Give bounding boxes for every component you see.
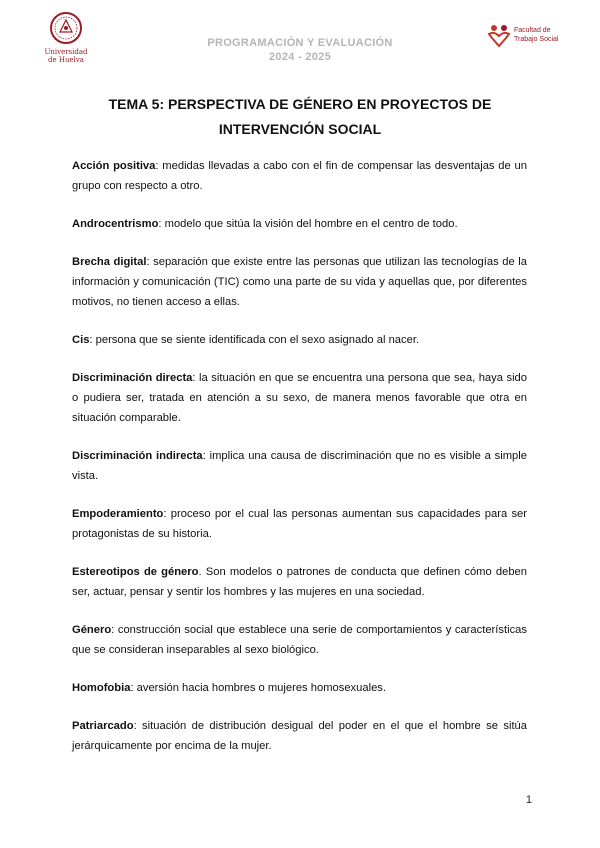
title-line-1: TEMA 5: PERSPECTIVA DE GÉNERO EN PROYECTOS DE	[108, 96, 492, 112]
page-title	[70, 92, 530, 142]
glossary-term: Androcentrismo	[72, 218, 159, 230]
glossary-entry: Discriminación directa: la situación en que se encuentra una persona que sea, haya sido o pudiera ser, tratada en atención a su sexo, de manera menos favorable que otra en situación comparable.	[72, 372, 527, 424]
page-number: 1	[525, 794, 532, 806]
glossary-term: Género	[72, 624, 112, 636]
glossary-term: Cis	[72, 334, 90, 346]
glossary-entry: Androcentrismo: modelo que sitúa la visión del hombre en el centro de todo.	[72, 218, 458, 230]
glossary-entry: Discriminación indirecta: implica una causa de discriminación que no es visible a simple vista.	[72, 450, 527, 482]
university-logo	[40, 10, 92, 68]
faculty-logo-text: Facultad de Trabajo Social	[514, 27, 559, 43]
glossary-definition: proceso por el cual las personas aumentan sus capacidades para ser protagonistas de su historia.	[72, 508, 527, 540]
glossary-definition: persona que se siente identificada con el sexo asignado al nacer.	[92, 334, 420, 346]
glossary-definition: medidas llevadas a cabo con el fin de compensar las desventajas de un grupo con respecto a otro.	[72, 160, 528, 192]
title-line-2: INTERVENCIÓN SOCIAL	[218, 121, 382, 137]
faculty-figures-icon	[486, 22, 512, 48]
glossary-term: Estereotipos de género	[72, 566, 199, 578]
glossary-term: Discriminación indirecta	[72, 450, 203, 462]
header-course-title: PROGRAMACIÓN Y EVALUACIÓN	[207, 37, 393, 49]
glossary-definition: construcción social que establece una serie de comportamientos y características que se consideran inseparables al sexo biológico.	[72, 624, 527, 656]
glossary-entry: Patriarcado: situación de distribución desigual del poder en el que el hombre se sitúa jerárquicamente por encima de la mujer.	[72, 720, 527, 752]
glossary-definition: situación de distribución desigual del poder en el que el hombre se sitúa jerárquicamente por encima de la mujer.	[72, 720, 527, 752]
glossary-entry: Estereotipos de género. Son modelos o patrones de conducta que definen cómo deben ser, actuar, pensar y sentir los hombres y las mujeres en una sociedad.	[72, 566, 527, 598]
glossary-term: Homofobia	[72, 682, 131, 694]
header-academic-year: 2024 - 2025	[268, 51, 332, 63]
glossary-definition: aversión hacia hombres o mujeres homosexuales.	[133, 682, 386, 694]
university-logo-text: Universidad de Huelva	[44, 48, 88, 64]
page-header	[0, 0, 600, 78]
glossary-term: Empoderamiento	[72, 508, 164, 520]
glossary-term: Discriminación directa	[72, 372, 193, 384]
glossary-definition: la situación en que se encuentra una persona que sea, haya sido o pudiera ser, tratada en atención a su sexo, de manera menos favorable que otra en situación comparable.	[72, 372, 527, 424]
faculty-logo	[486, 22, 576, 52]
glossary-term: Patriarcado	[72, 720, 134, 732]
glossary-term: Brecha digital	[72, 256, 147, 268]
glossary-term: Acción positiva	[72, 160, 156, 172]
glossary-entry: Empoderamiento: proceso por el cual las personas aumentan sus capacidades para ser protagonistas de su historia.	[72, 508, 527, 540]
glossary-entry: Género: construcción social que establece una serie de comportamientos y características que se consideran inseparables al sexo biológico.	[72, 624, 527, 656]
glossary-definition: Son modelos o patrones de conducta que definen cómo deben ser, actuar, pensar y sentir los hombres y las mujeres en una sociedad.	[72, 566, 527, 598]
glossary-entry: Cis: persona que se siente identificada con el sexo asignado al nacer.	[72, 334, 420, 346]
glossary-definition: separación que existe entre las personas que utilizan las tecnologías de la información y comunicación (TIC) como una parte de su vida y aquellas que, por diferentes motivos, no tienen acceso a ellas.	[72, 256, 527, 308]
glossary-list	[72, 156, 527, 774]
university-seal-icon	[40, 10, 92, 48]
glossary-entry: Acción positiva: medidas llevadas a cabo con el fin de compensar las desventajas de un grupo con respecto a otro.	[72, 160, 528, 192]
glossary-definition: modelo que sitúa la visión del hombre en el centro de todo.	[161, 218, 458, 230]
glossary-entry: Homofobia: aversión hacia hombres o mujeres homosexuales.	[72, 682, 386, 694]
glossary-definition: implica una causa de discriminación que no es visible a simple vista.	[72, 450, 527, 482]
glossary-entry: Brecha digital: separación que existe entre las personas que utilizan las tecnologías de la información y comunicación (TIC) como una parte de su vida y aquellas que, por diferentes motivos, no tienen acceso a ellas.	[72, 256, 527, 308]
header-course-info	[150, 36, 450, 64]
